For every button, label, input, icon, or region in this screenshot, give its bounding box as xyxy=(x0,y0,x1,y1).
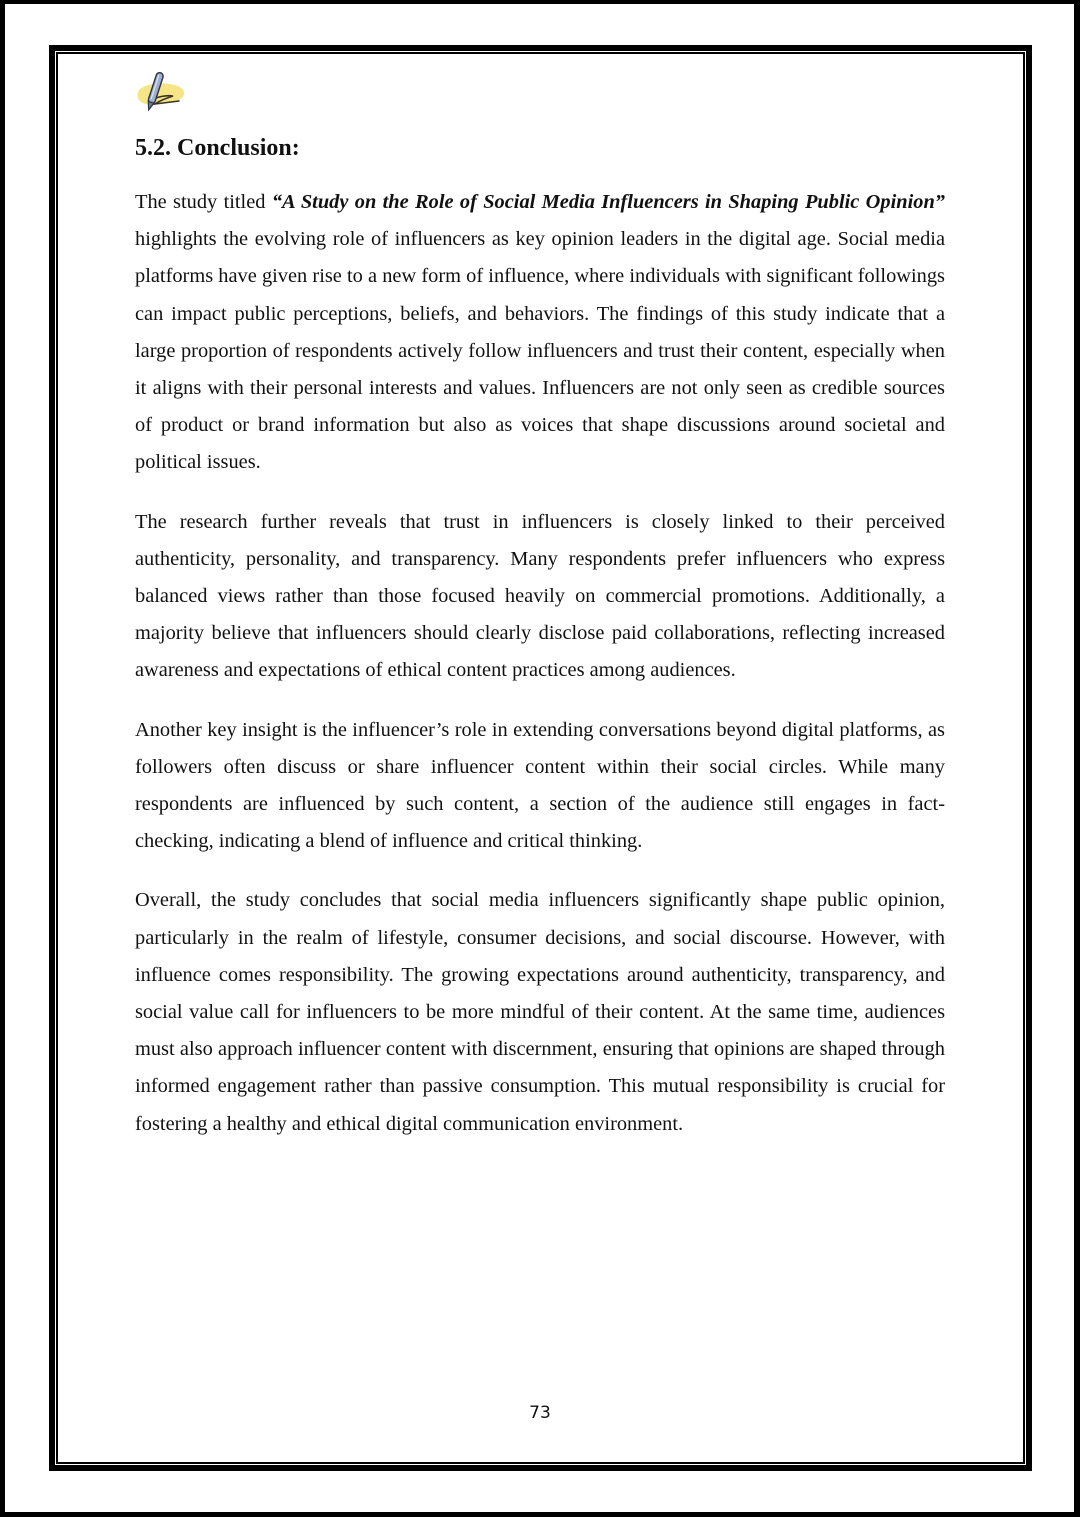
section-heading: 5.2. Conclusion: xyxy=(135,135,300,161)
page-number: 73 xyxy=(529,1403,551,1423)
paragraph-4: Overall, the study concludes that social media influencers significantly shape public opinion, particularly in the realm of lifestyle, consumer decisions, and social discourse. However, with influence comes responsibility. The growing expectations around authenticity, transparency, and social value call for influencers to be more mindful of their content. At the same time, audiences must also approach influencer content with discernment, ensuring that opinions are shaped through informed engagement rather than passive consumption. This mutual responsibility is crucial for fostering a healthy and ethical digital communication environment. xyxy=(135,889,945,1135)
body-text xyxy=(135,184,945,1165)
paragraph-1-text: highlights the evolving role of influencers as key opinion leaders in the digital age. Social media platforms have given rise to a new form of influence, where individuals with significant followings can impact public perceptions, beliefs, and behaviors. The findings of this study indicate that a large proportion of respondents actively follow influencers and trust their content, especially when it aligns with their personal interests and values. Influencers are not only seen as credible sources of product or brand information but also as voices that shape discussions around societal and political issues. xyxy=(135,228,945,474)
paragraph-1 xyxy=(135,184,945,482)
paragraph-1-prefix: The study titled xyxy=(135,191,272,213)
study-title: “A Study on the Role of Social Media Influencers in Shaping Public Opinion” xyxy=(271,191,945,213)
pen-writing-icon xyxy=(135,70,187,116)
paragraph-3: Another key insight is the influencer’s role in extending conversations beyond digital platforms, as followers often discuss or share influencer content within their social circles. While many respondents are influenced by such content, a section of the audience still engages in fact-checking, indicating a blend of influence and critical thinking. xyxy=(135,718,945,853)
paragraph-2: The research further reveals that trust in influencers is closely linked to their perceived authenticity, personality, and transparency. Many respondents prefer influencers who express balanced views rather than those focused heavily on commercial promotions. Additionally, a majority believe that influencers should clearly disclose paid collaborations, reflecting increased awareness and expectations of ethical content practices among audiences. xyxy=(135,510,945,682)
